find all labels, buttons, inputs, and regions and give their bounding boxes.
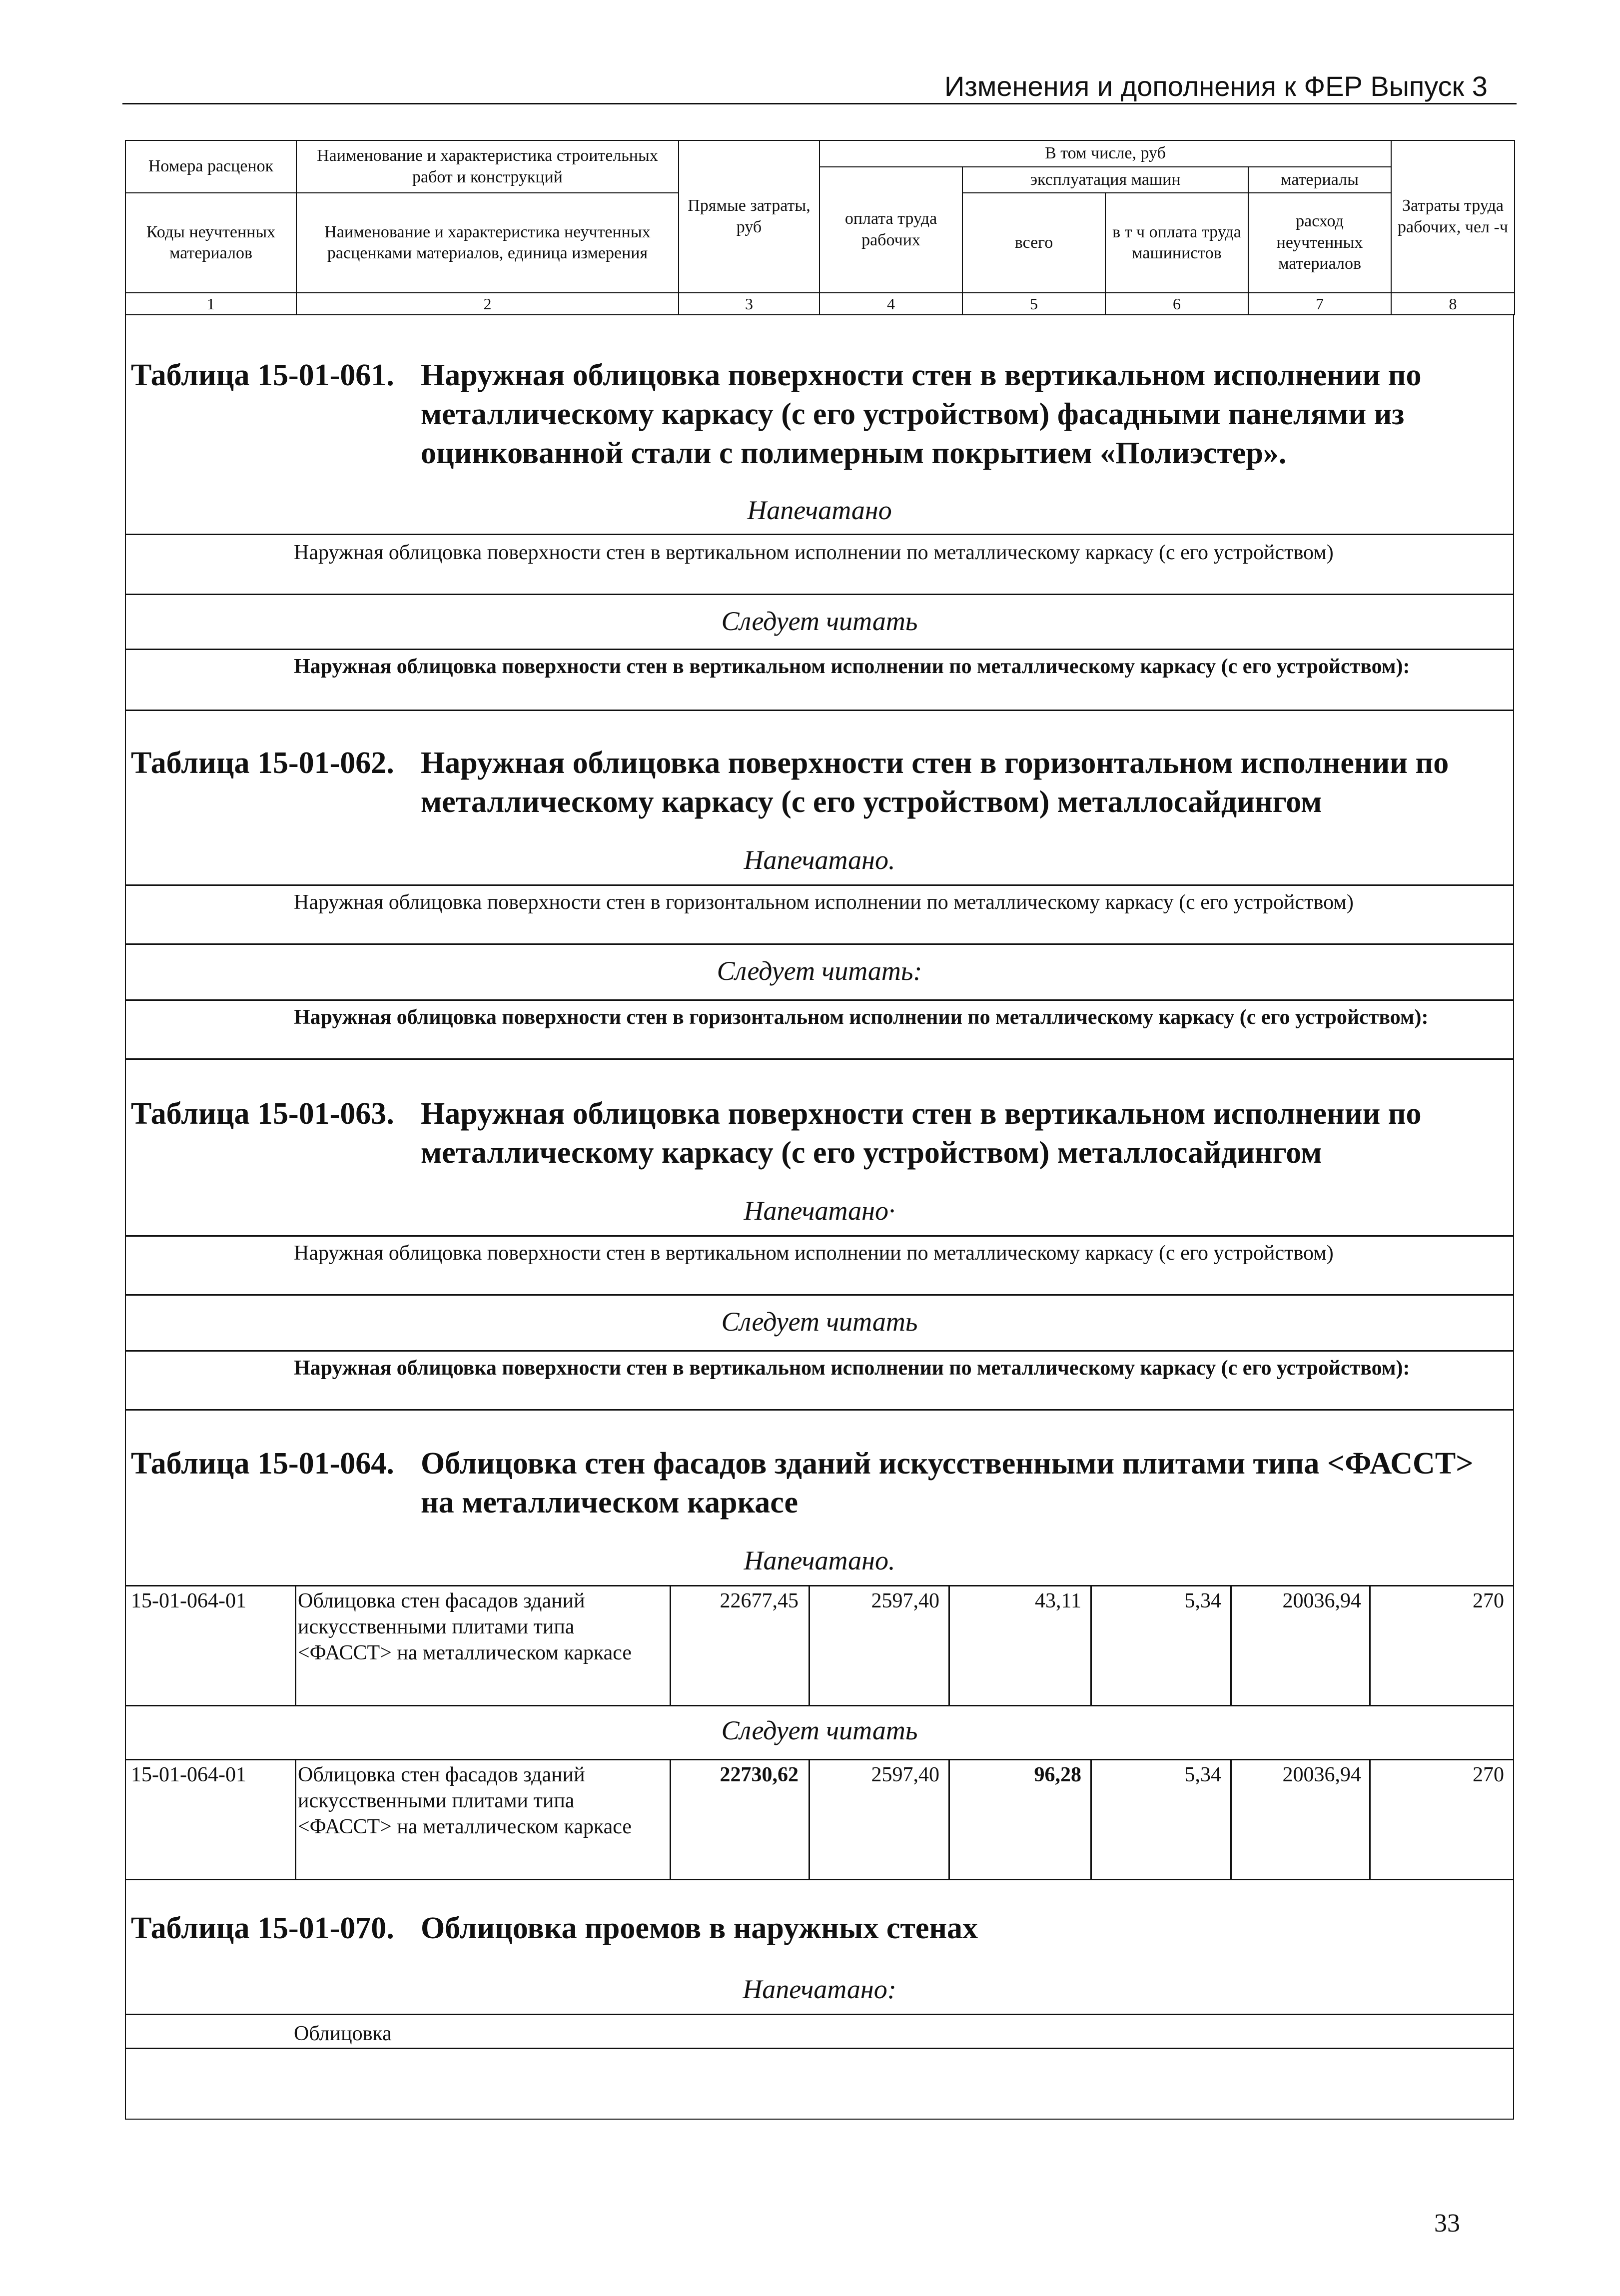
rule — [670, 1759, 671, 1879]
rule — [125, 534, 1514, 535]
table-064-read-machines: 96,28 — [1034, 1763, 1081, 1786]
table-062-name: Наружная облицовка поверхности стен в горизонтальном исполнении по металлическому каркасу (с его устройством) металлосайдингом — [421, 746, 1449, 819]
table-070-name: Облицовка проемов в наружных стенах — [421, 1911, 978, 1945]
table-063-title — [131, 1094, 1510, 1172]
rule — [948, 1759, 950, 1879]
group-header: В том числе, руб — [819, 140, 1391, 167]
col4-header: оплата труда рабочих — [819, 167, 962, 293]
table-064-title — [131, 1444, 1510, 1522]
rule — [125, 2048, 1514, 2049]
table-062-read-label: Следует читать: — [717, 956, 922, 986]
col-number: 1 — [125, 293, 296, 315]
col-number: 4 — [819, 293, 962, 315]
rule — [125, 1879, 1514, 1880]
table-063-read-text: Наружная облицовка поверхности стен в вертикальном исполнении по металлическому каркасу (с его устройством): — [294, 1357, 1410, 1380]
rule — [809, 1759, 810, 1879]
rule — [125, 2014, 1514, 2015]
table-064-name: Облицовка стен фасадов зданий искусственными плитами типа <ФАССТ> на металлическом каркасе — [421, 1447, 1474, 1520]
rule — [125, 649, 1514, 650]
col5-header: всего — [962, 193, 1105, 293]
rule — [1369, 1585, 1371, 1705]
rule — [1090, 1759, 1092, 1879]
column-header-table — [125, 140, 1515, 315]
table-070-row-text: Облицовка — [294, 2022, 392, 2045]
rule — [295, 1759, 296, 1879]
rule — [295, 1585, 296, 1705]
rule — [809, 1585, 810, 1705]
col3-header: Прямые затраты, руб — [679, 140, 819, 293]
rule — [125, 884, 1514, 886]
table-064-printed-direct: 22677,45 — [720, 1589, 799, 1612]
col-number: 8 — [1391, 293, 1515, 315]
col-number: 2 — [296, 293, 679, 315]
table-064-read-operators: 5,34 — [1184, 1763, 1221, 1786]
table-061-printed-label: Напечатано — [747, 495, 892, 525]
table-063-read-label: Следует читать — [721, 1307, 918, 1337]
table-061-title — [131, 356, 1510, 473]
col-number: 3 — [679, 293, 819, 315]
rule — [125, 999, 1514, 1001]
col6-header: в т ч оплата труда машинистов — [1105, 193, 1248, 293]
col7-header: расход неучтенных материалов — [1248, 193, 1391, 293]
document-header: Изменения и дополнения к ФЕР Выпуск 3 — [944, 70, 1488, 102]
rule — [125, 1235, 1514, 1237]
table-070-title — [131, 1909, 1510, 1948]
table-064-printed-name: Облицовка стен фасадов зданий искусственными плитами типа <ФАССТ> на металлическом каркасе — [298, 1589, 632, 1664]
table-064-printed-labor: 2597,40 — [871, 1589, 939, 1612]
col8-header: Затраты труда рабочих, чел -ч — [1391, 140, 1515, 293]
machines-header: эксплуатация машин — [962, 167, 1248, 193]
table-064-printed-materials: 20036,94 — [1282, 1589, 1361, 1612]
table-064-printed-label: Напечатано. — [744, 1545, 895, 1575]
table-062-number: Таблица 15-01-062. — [131, 746, 394, 780]
col-number: 5 — [962, 293, 1105, 315]
table-062-printed-text: Наружная облицовка поверхности стен в горизонтальном исполнении по металлическому каркасу (с его устройством) — [294, 891, 1354, 914]
col1-bottom-header: Коды неучтенных материалов — [125, 193, 296, 293]
table-064-printed-hours: 270 — [1473, 1589, 1504, 1612]
table-070-number: Таблица 15-01-070. — [131, 1911, 394, 1945]
table-061-printed-text: Наружная облицовка поверхности стен в вертикальном исполнении по металлическому каркасу (с его устройством) — [294, 541, 1334, 564]
table-064-read-label: Следует читать — [721, 1715, 918, 1745]
page-number: 33 — [1434, 2209, 1460, 2238]
rule — [125, 710, 1514, 711]
rule — [125, 1058, 1514, 1060]
table-061-number: Таблица 15-01-061. — [131, 358, 394, 392]
table-061-name: Наружная облицовка поверхности стен в вертикальном исполнении по металлическому каркасу (с его устройством) фасадными панелями из оцинкованной стали с полимерным покрытием «Полиэстер». — [421, 358, 1422, 470]
col2-bottom-header: Наименование и характеристика неучтенных расценками материалов, единица измерения — [296, 193, 679, 293]
table-064-read-labor: 2597,40 — [871, 1763, 939, 1786]
header-rule — [122, 103, 1517, 104]
table-062-read-text: Наружная облицовка поверхности стен в горизонтальном исполнении по металлическому каркасу (с его устройством): — [294, 1006, 1429, 1029]
table-063-printed-text: Наружная облицовка поверхности стен в вертикальном исполнении по металлическому каркасу (с его устройством) — [294, 1242, 1334, 1265]
table-064-read-materials: 20036,94 — [1282, 1763, 1361, 1786]
table-063-number: Таблица 15-01-063. — [131, 1097, 394, 1131]
rule — [1230, 1759, 1232, 1879]
table-064-read-hours: 270 — [1473, 1763, 1504, 1786]
rule — [948, 1585, 950, 1705]
table-062-title — [131, 744, 1510, 821]
table-063-printed-label: Напечатано· — [744, 1196, 895, 1226]
table-070-printed-label: Напечатано: — [743, 1974, 896, 2004]
rule — [125, 1759, 1514, 1760]
table-064-read-code: 15-01-064-01 — [131, 1763, 246, 1786]
col-number: 7 — [1248, 293, 1391, 315]
rule — [125, 1350, 1514, 1352]
col1-top-header: Номера расценок — [125, 140, 296, 193]
table-064-read-name: Облицовка стен фасадов зданий искусственными плитами типа <ФАССТ> на металлическом каркасе — [298, 1763, 632, 1838]
rule — [1090, 1585, 1092, 1705]
rule — [1369, 1759, 1371, 1879]
col-number: 6 — [1105, 293, 1248, 315]
table-061-read-text: Наружная облицовка поверхности стен в вертикальном исполнении по металлическому каркасу (с его устройством): — [294, 655, 1410, 678]
table-064-printed-operators: 5,34 — [1184, 1589, 1221, 1612]
rule — [1230, 1585, 1232, 1705]
col2-top-header: Наименование и характеристика строительных работ и конструкций — [296, 140, 679, 193]
rule — [125, 1705, 1514, 1706]
table-064-printed-code: 15-01-064-01 — [131, 1589, 246, 1612]
materials-header: материалы — [1248, 167, 1391, 193]
table-062-printed-label: Напечатано. — [744, 845, 895, 875]
rule — [125, 594, 1514, 595]
rule — [125, 1294, 1514, 1296]
rule — [670, 1585, 671, 1705]
table-064-number: Таблица 15-01-064. — [131, 1447, 394, 1481]
rule — [125, 1409, 1514, 1411]
table-063-name: Наружная облицовка поверхности стен в вертикальном исполнении по металлическому каркасу (с его устройством) металлосайдингом — [421, 1097, 1422, 1170]
table-064-printed-machines: 43,11 — [1035, 1589, 1081, 1612]
table-064-read-direct: 22730,62 — [720, 1763, 799, 1786]
rule — [125, 1585, 1514, 1586]
rule — [125, 943, 1514, 945]
table-061-read-label: Следует читать — [721, 606, 918, 636]
